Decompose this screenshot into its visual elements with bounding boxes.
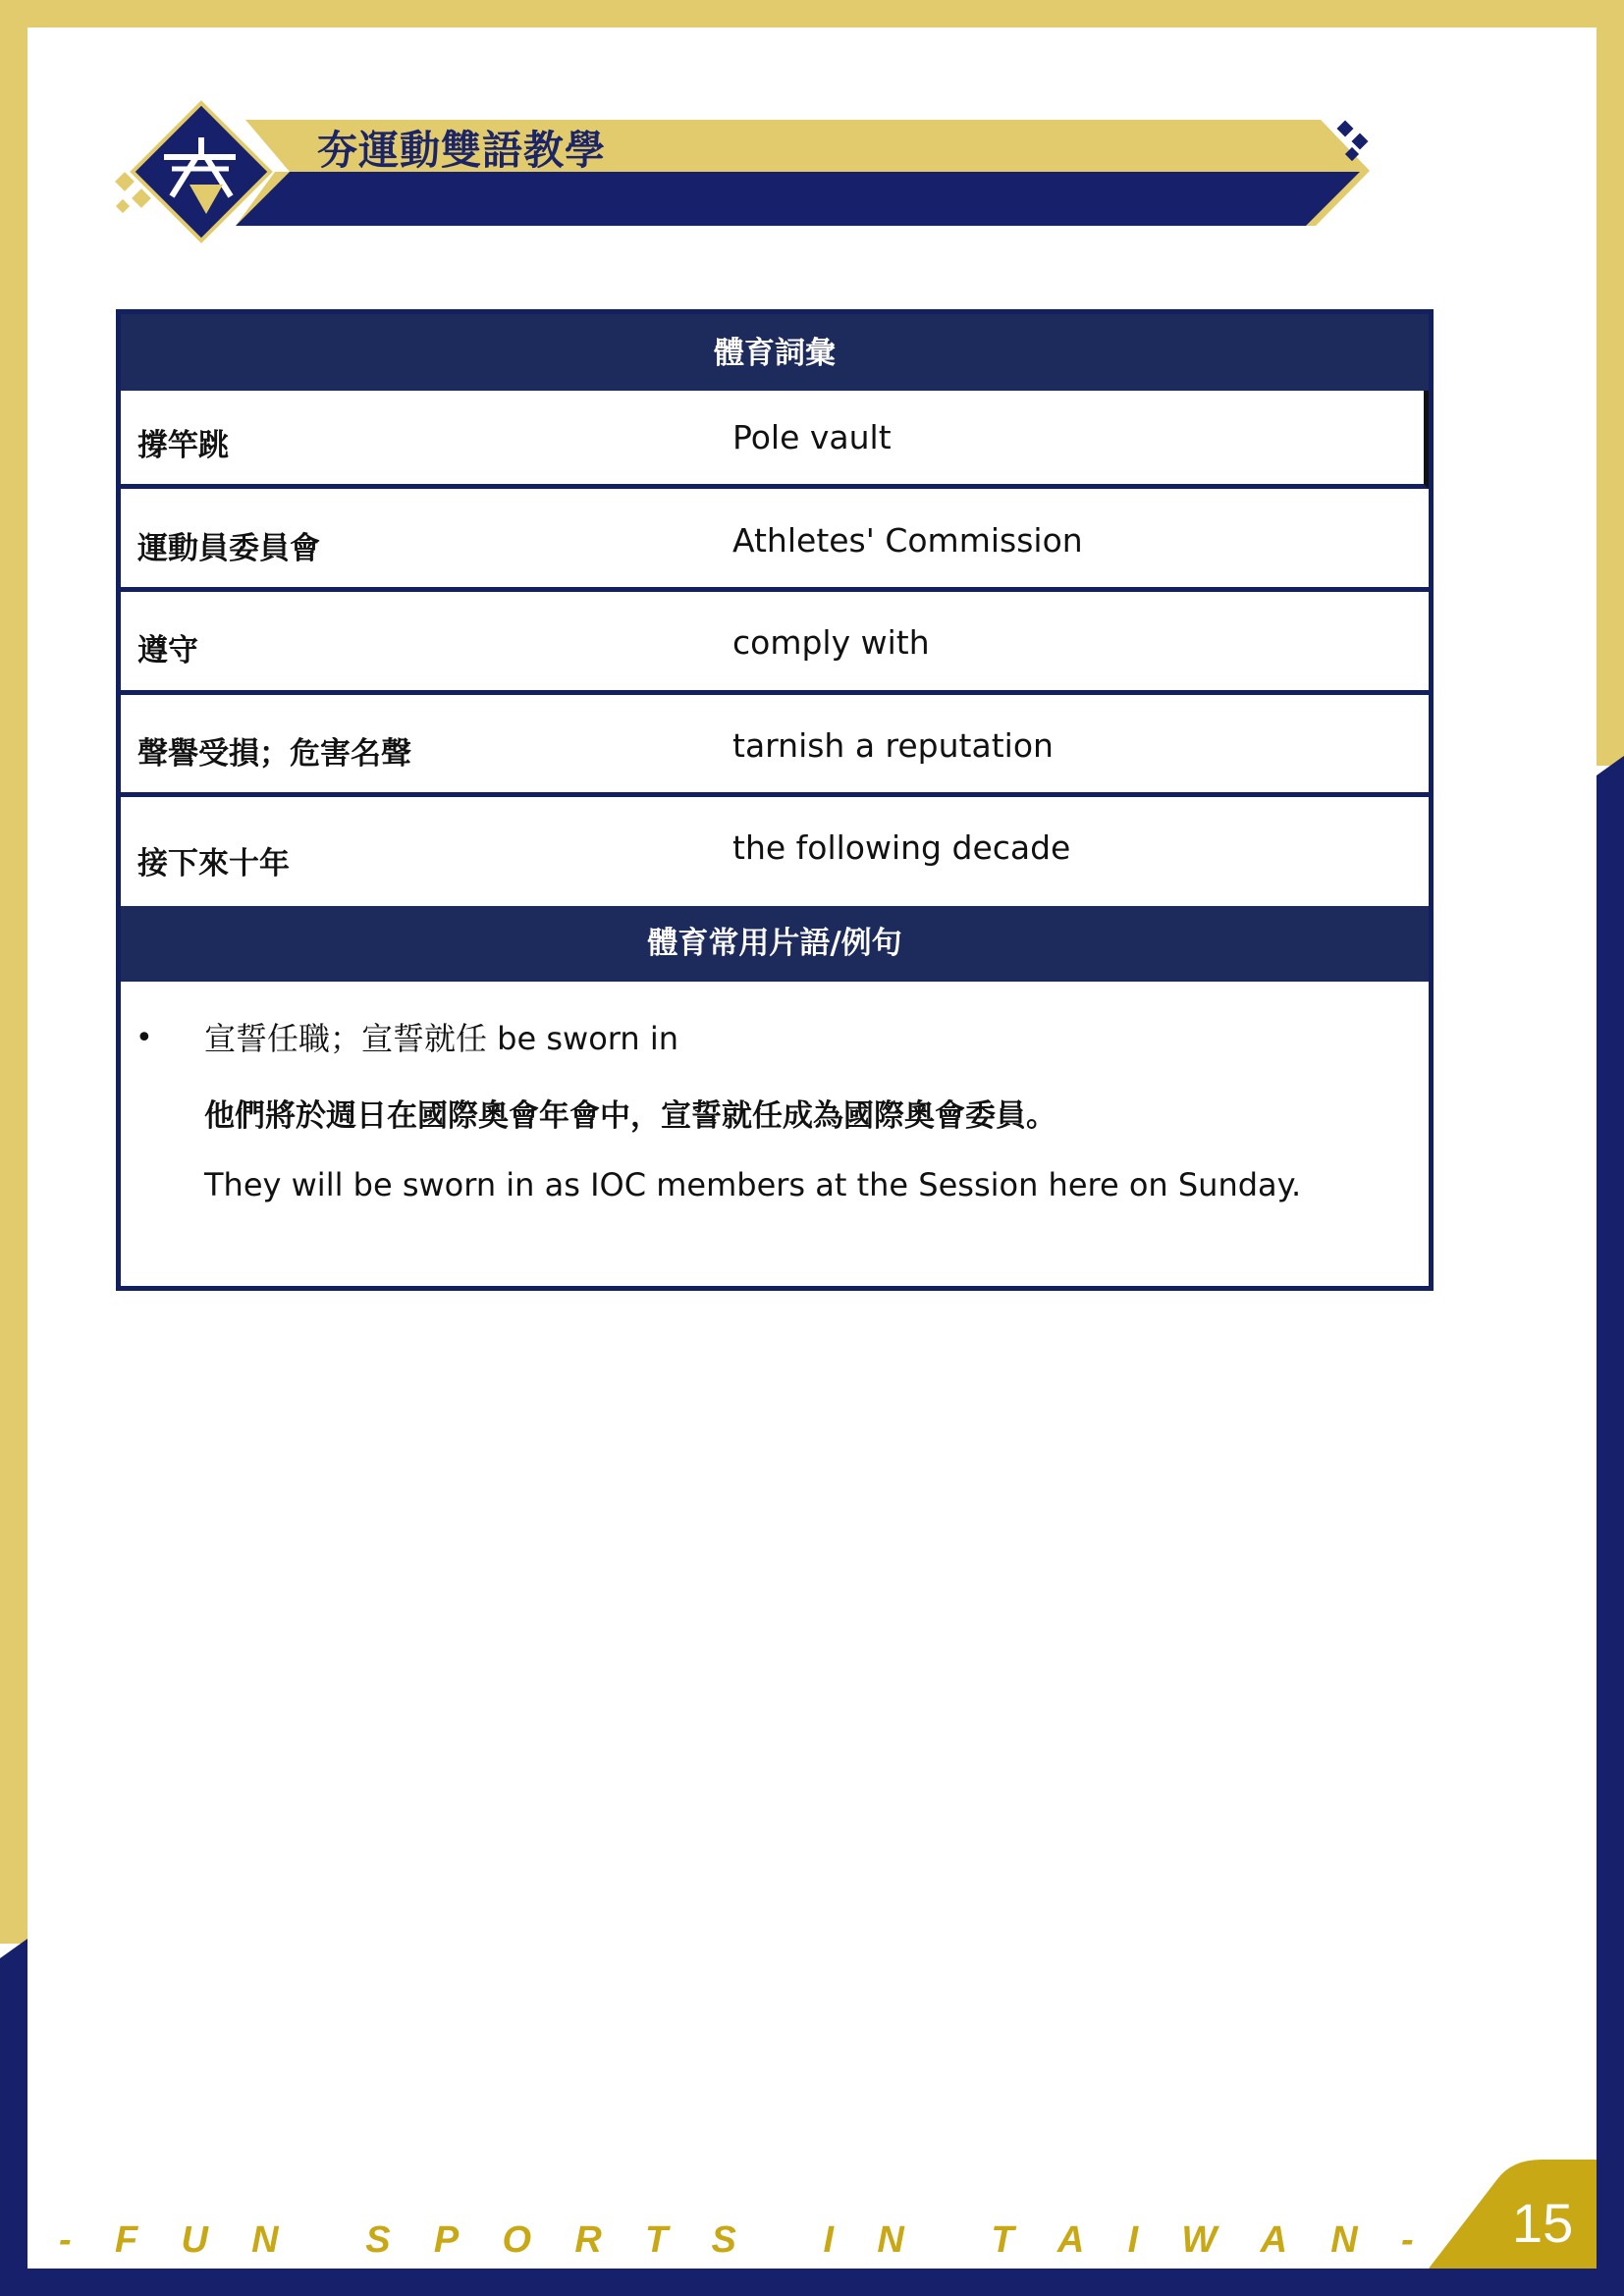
vocabulary-table: [116, 309, 1434, 1291]
footer-letter: W: [1181, 2219, 1218, 2261]
table-row: [121, 391, 1429, 489]
vocab-zh: 運動員委員會: [137, 531, 320, 566]
vocab-zh: 遵守: [137, 633, 198, 668]
footer-letter: N: [877, 2219, 904, 2261]
bullet-icon: •: [135, 1021, 153, 1055]
vocab-en: tarnish a reputation: [732, 726, 1054, 765]
footer-letter: S: [365, 2219, 391, 2261]
footer-letter: A: [1056, 2219, 1085, 2261]
footer-letter: R: [574, 2219, 602, 2261]
vocab-en: the following decade: [732, 828, 1071, 867]
page-number: 15: [1512, 2192, 1574, 2254]
footer-letter: A: [1260, 2219, 1288, 2261]
table-row: [121, 695, 1429, 797]
logo-icon: [113, 98, 290, 245]
table-row: [121, 797, 1429, 906]
footer-letter: I: [1127, 2219, 1139, 2261]
vocab-en: comply with: [732, 623, 930, 662]
page-title: 夯運動雙語教學: [317, 127, 606, 174]
footer-letter: -: [59, 2219, 72, 2261]
footer-letter: -: [1401, 2219, 1414, 2261]
footer-letter: T: [645, 2219, 669, 2261]
footer-letter: N: [251, 2219, 279, 2261]
footer-letter: F: [114, 2219, 138, 2261]
phrases-heading: 體育常用片語/例句: [121, 906, 1429, 982]
vocab-zh: 撐竿跳: [137, 428, 229, 463]
table-row: [121, 489, 1429, 592]
footer-tagline: [59, 2219, 1414, 2262]
table-row: [121, 592, 1429, 695]
footer-letter: U: [181, 2219, 208, 2261]
vocab-zh: 接下來十年: [137, 846, 290, 881]
example-zh: 他們將於週日在國際奧會年會中，宣誓就任成為國際奧會委員。: [204, 1098, 1056, 1134]
example-en: They will be sworn in as IOC members at the Session here on Sunday.: [204, 1166, 1302, 1203]
footer-letter: I: [823, 2219, 835, 2261]
vocab-en: Athletes' Commission: [732, 521, 1083, 560]
footer-letter: O: [502, 2219, 532, 2261]
vocabulary-heading: 體育詞彙: [121, 314, 1429, 391]
phrase-title: 宣誓任職；宣誓就任 be sworn in: [204, 1020, 678, 1057]
vocab-en: Pole vault: [732, 418, 892, 456]
footer-letter: P: [433, 2219, 460, 2261]
footer-letter: T: [991, 2219, 1014, 2261]
vocab-zh: 聲譽受損；危害名聲: [137, 736, 411, 772]
footer-letter: S: [711, 2219, 736, 2261]
footer-letter: N: [1330, 2219, 1358, 2261]
